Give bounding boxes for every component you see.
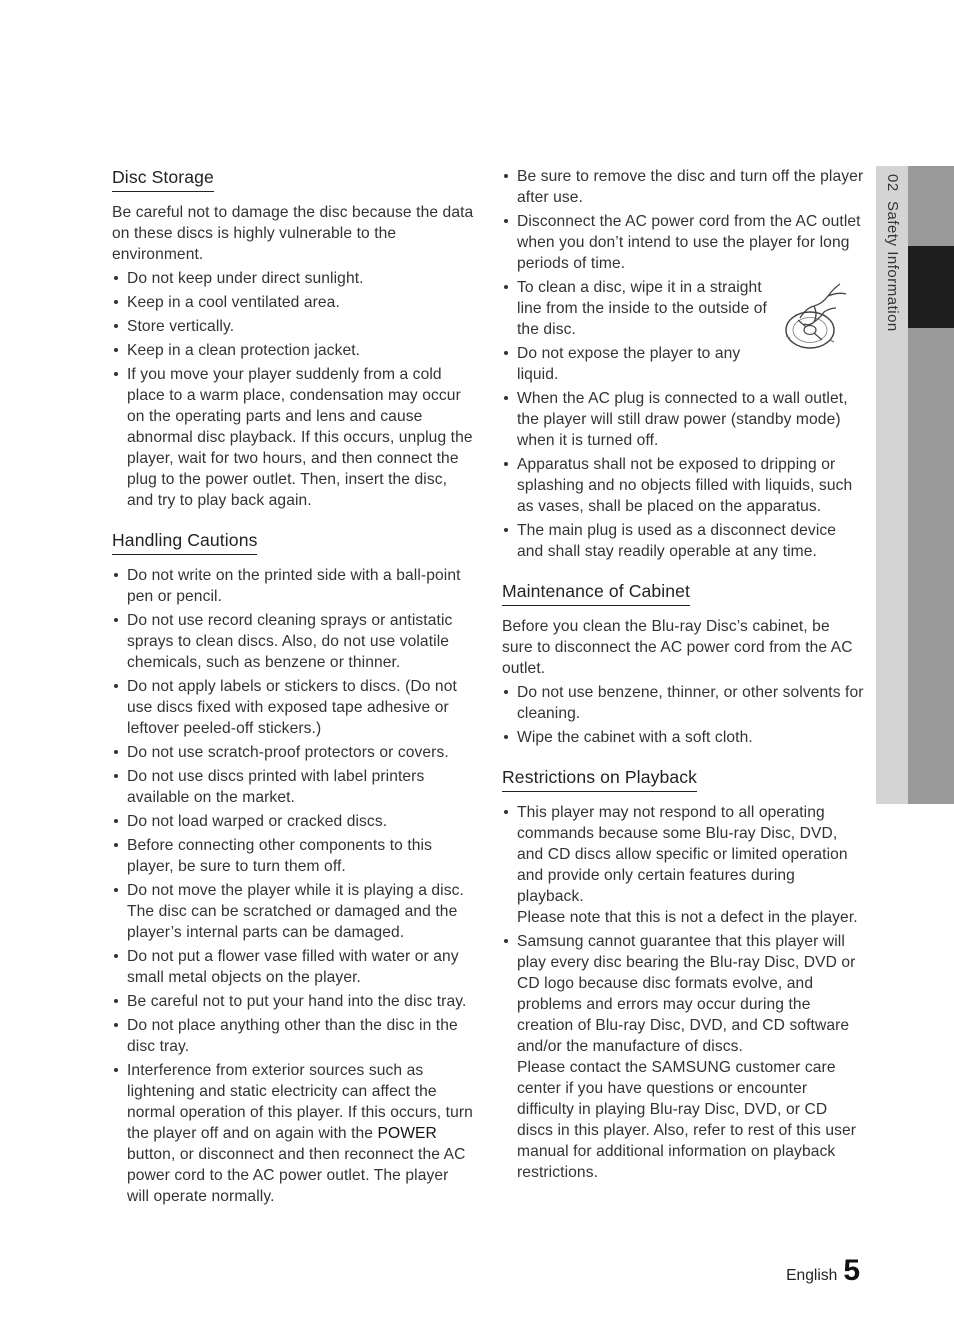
chapter-tab-active-marker [908, 246, 954, 328]
chapter-number: 02 [884, 174, 901, 192]
interference-text-end: button, or disconnect and then reconnect the AC power cord to the AC power outlet. The player will operate normally. [127, 1146, 466, 1205]
restrictions-list [502, 802, 864, 1183]
interference-text-start: Interference from exterior sources such as lightening and static electricity can affect the normal operation of this player. If this occurs, turn the player off and on again with the [127, 1062, 473, 1142]
restriction-note: Please note that this is not a defect in the player. [517, 909, 858, 926]
disc-storage-heading: Disc Storage [112, 166, 214, 192]
disc-storage-section [112, 166, 474, 511]
left-column [112, 166, 474, 1225]
restrictions-section [502, 766, 864, 1183]
maintenance-heading: Maintenance of Cabinet [502, 580, 690, 606]
list-item: Do not expose the player to any liquid. [502, 343, 864, 385]
restriction-note: Please contact the SAMSUNG customer care center if you have questions or encounter difficulty in playing Blu-ray Disc, DVD, or CD discs in this player. Also, refer to rest of this user manual for additional information on playback restrictions. [517, 1059, 857, 1181]
list-item: Do not apply labels or stickers to discs. (Do not use discs fixed with exposed tape adhesive or leftover peeled-off stickers.) [112, 676, 474, 739]
restriction-text: Samsung cannot guarantee that this player will play every disc bearing the Blu-ray Disc, DVD or CD logo because disc formats evolve, and problems and errors may occur during the creation of Blu-ray Disc, DVD, and CD software and/or the manufacture of discs. [517, 933, 856, 1055]
handling-cautions-heading: Handling Cautions [112, 529, 257, 555]
page-number: 5 [843, 1254, 860, 1287]
list-item: Wipe the cabinet with a soft cloth. [502, 727, 864, 748]
continued-cautions-section [502, 166, 864, 562]
list-item: Do not move the player while it is playing a disc. The disc can be scratched or damaged and the player’s internal parts can be damaged. [112, 880, 474, 943]
power-button-label: POWER [377, 1125, 437, 1142]
list-item: Do not load warped or cracked discs. [112, 811, 474, 832]
list-item: Be careful not to put your hand into the disc tray. [112, 991, 474, 1012]
list-item: The main plug is used as a disconnect device and shall stay readily operable at any time. [502, 520, 864, 562]
disc-storage-list [112, 268, 474, 511]
list-item: Disconnect the AC power cord from the AC outlet when you don’t intend to use the player for long periods of time. [502, 211, 864, 274]
list-item [112, 1060, 474, 1207]
list-item [502, 931, 864, 1183]
footer-language: English [786, 1267, 838, 1284]
list-item: Do not keep under direct sunlight. [112, 268, 474, 289]
list-item: Do not write on the printed side with a ball-point pen or pencil. [112, 565, 474, 607]
list-item: Apparatus shall not be exposed to dripping or splashing and no objects filled with liquids, such as vases, shall be placed on the apparatus. [502, 454, 864, 517]
list-item: Do not use scratch-proof protectors or covers. [112, 742, 474, 763]
handling-cautions-list [112, 565, 474, 1207]
list-item: Do not use record cleaning sprays or antistatic sprays to clean discs. Also, do not use volatile chemicals, such as benzene or thinner. [112, 610, 474, 673]
list-item: Keep in a clean protection jacket. [112, 340, 474, 361]
disc-storage-intro: Be careful not to damage the disc because the data on these discs is highly vulnerable to the environment. [112, 204, 474, 263]
list-item: To clean a disc, wipe it in a straight line from the inside to the outside of the disc. [502, 277, 864, 340]
restriction-text: This player may not respond to all operating commands because some Blu-ray Disc, DVD, and CD discs allow specific or limited operation and provide only certain features during playback. [517, 804, 848, 905]
list-item: Store vertically. [112, 316, 474, 337]
list-item: Before connecting other components to this player, be sure to turn them off. [112, 835, 474, 877]
maintenance-intro: Before you clean the Blu-ray Disc’s cabinet, be sure to disconnect the AC power cord from the AC outlet. [502, 618, 853, 677]
list-item: Do not use benzene, thinner, or other solvents for cleaning. [502, 682, 864, 724]
continued-cautions-list [502, 166, 864, 562]
list-item: If you move your player suddenly from a cold place to a warm place, condensation may occur on the operating parts and lens and cause abnormal disc playback. If this occurs, unplug the player, wait for two hours, and then connect the plug to the power outlet. Then, insert the disc, and try to play back again. [112, 364, 474, 511]
list-item: Do not put a flower vase filled with water or any small metal objects on the player. [112, 946, 474, 988]
list-item [502, 802, 864, 928]
list-item: Do not place anything other than the disc in the disc tray. [112, 1015, 474, 1057]
chapter-title: Safety Information [884, 201, 901, 332]
list-item: Be sure to remove the disc and turn off the player after use. [502, 166, 864, 208]
maintenance-list [502, 682, 864, 748]
page-footer [786, 1254, 860, 1288]
list-item: When the AC plug is connected to a wall outlet, the player will still draw power (standby mode) when it is turned off. [502, 388, 864, 451]
chapter-label [881, 174, 901, 332]
hand-wiping-disc-icon [784, 278, 850, 354]
list-item: Do not use discs printed with label printers available on the market. [112, 766, 474, 808]
restrictions-heading: Restrictions on Playback [502, 766, 697, 792]
list-item: Keep in a cool ventilated area. [112, 292, 474, 313]
maintenance-section [502, 580, 864, 748]
handling-cautions-section [112, 529, 474, 1207]
